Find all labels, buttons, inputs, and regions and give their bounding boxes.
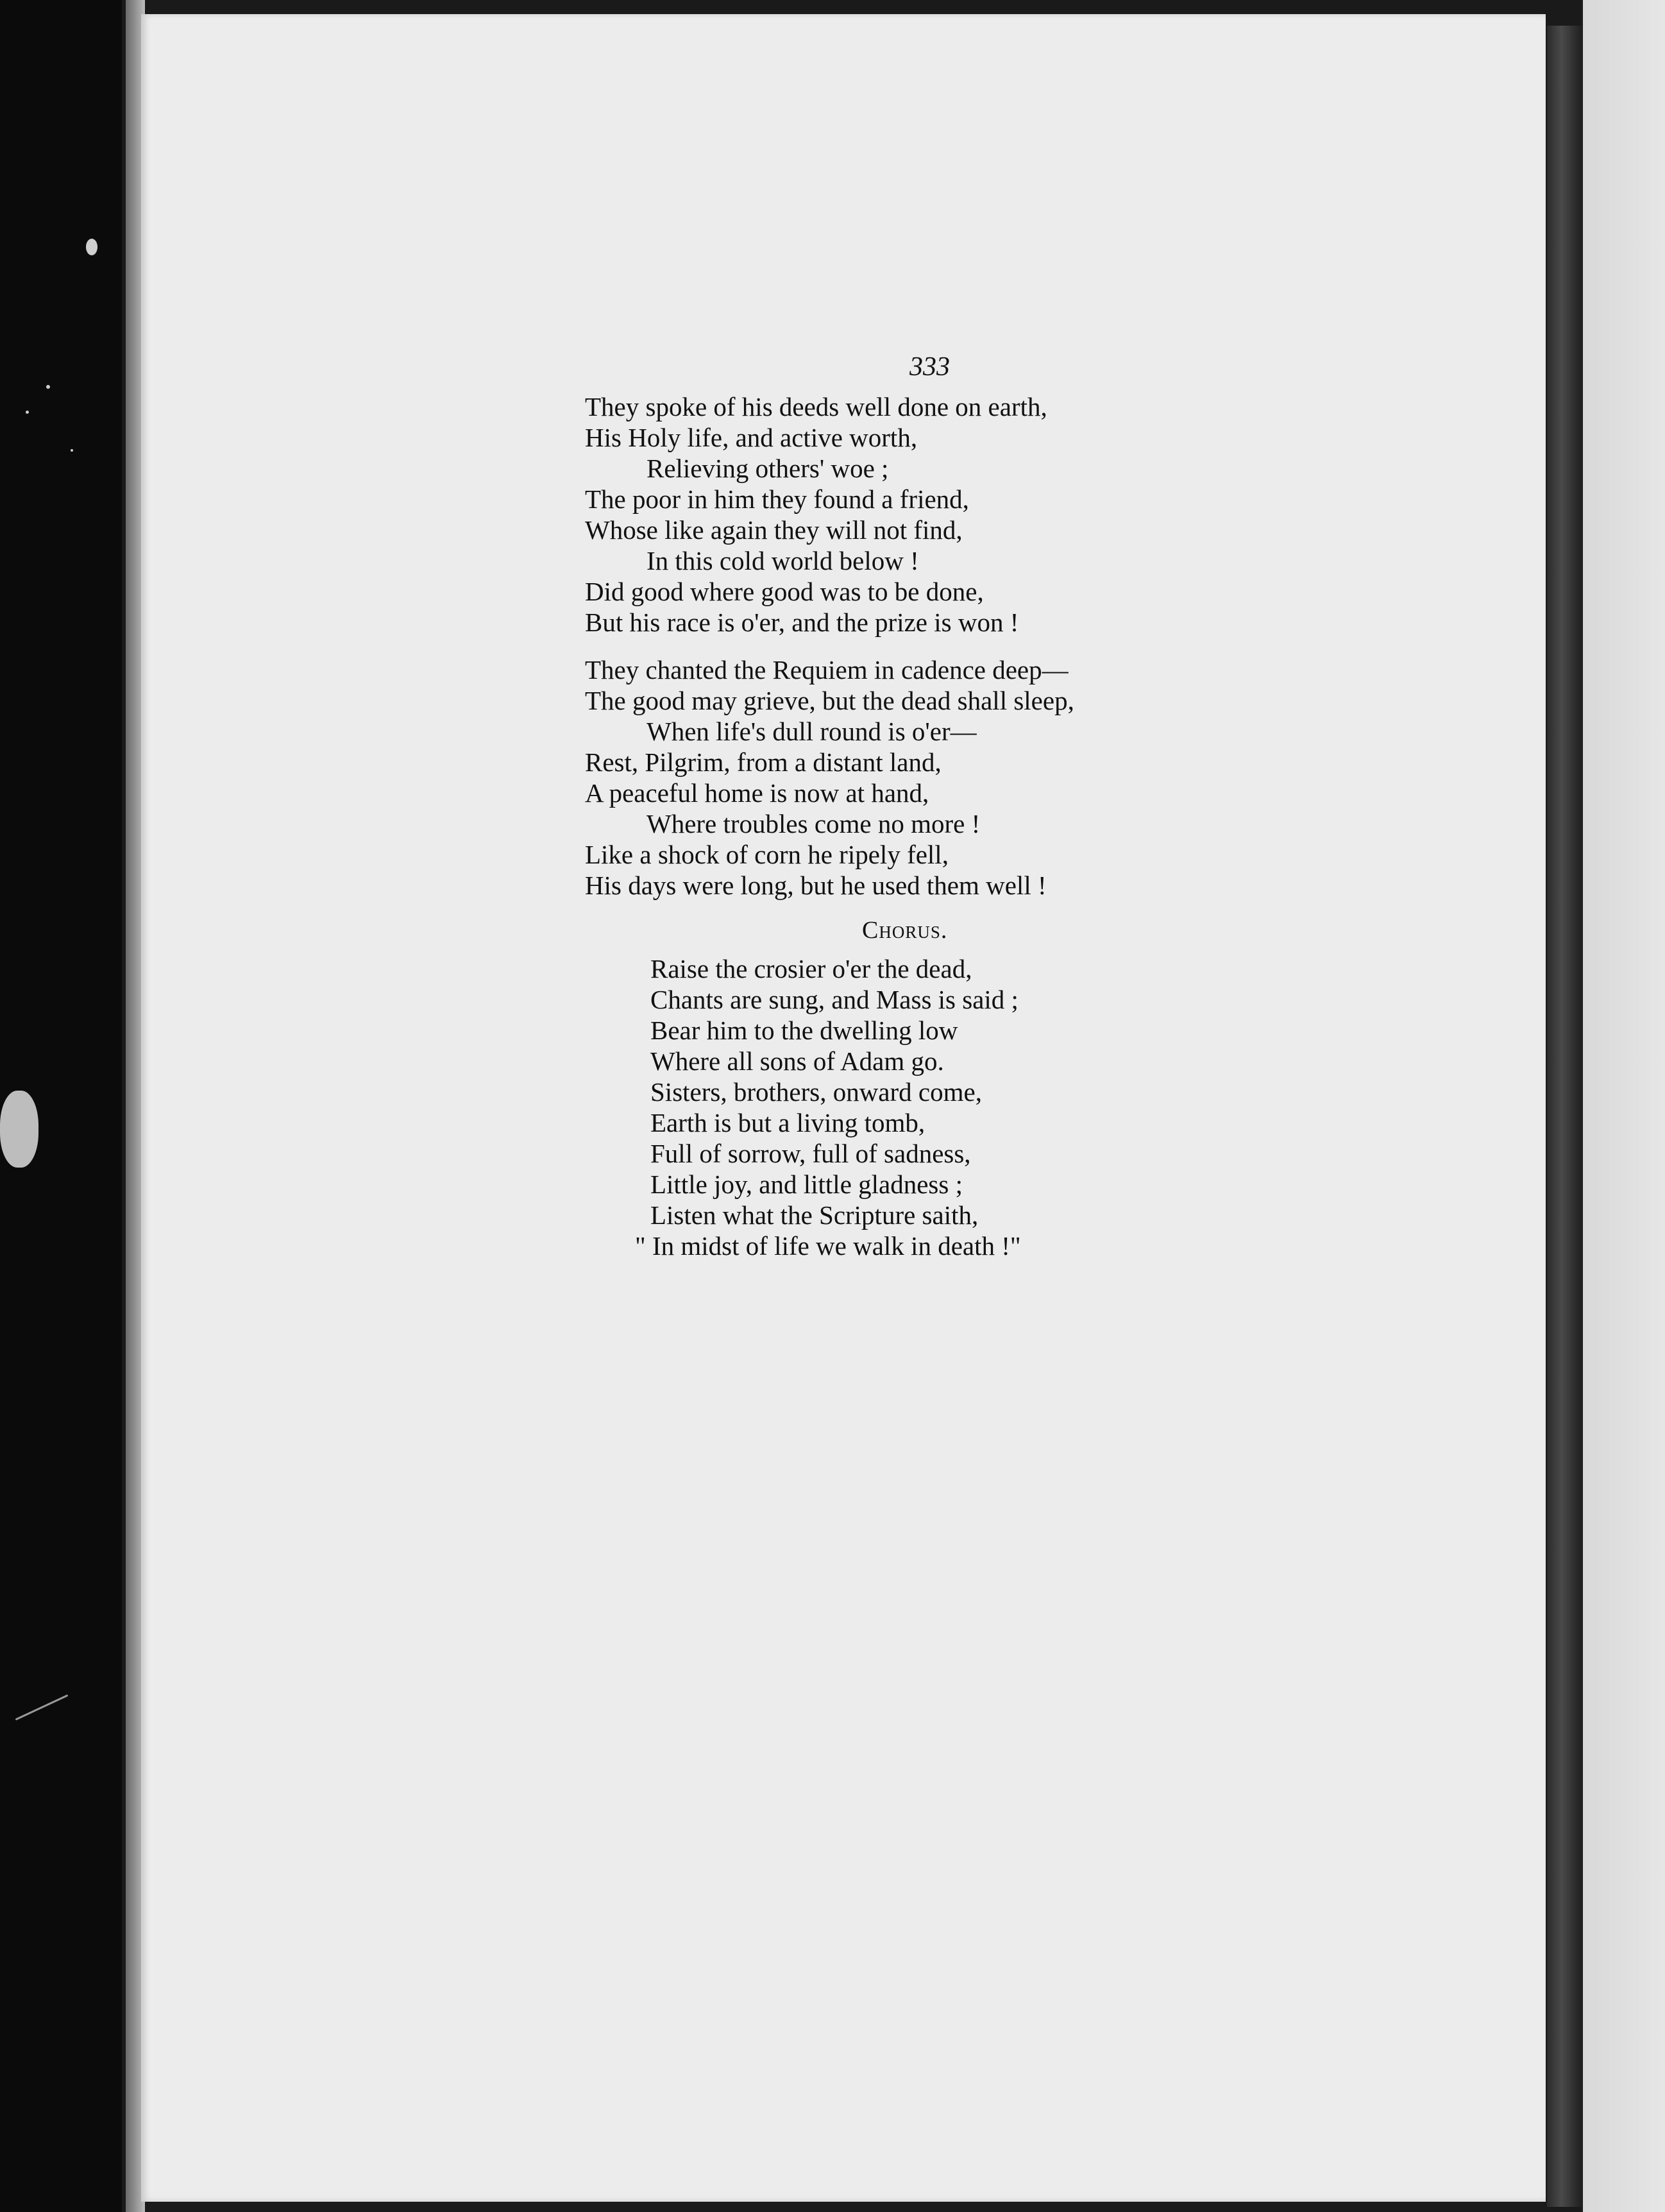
facing-page-edge bbox=[1583, 0, 1665, 2212]
verse-line: The good may grieve, but the dead shall sleep, bbox=[585, 686, 1074, 715]
dust-speck bbox=[15, 1694, 69, 1721]
stanza-2 bbox=[585, 654, 1074, 901]
verse-line: Like a shock of corn he ripely fell, bbox=[585, 840, 949, 869]
chorus-line: Little joy, and little gladness ; bbox=[650, 1170, 963, 1199]
verse-line: They spoke of his deeds well done on earth, bbox=[585, 392, 1047, 421]
chorus-line: Full of sorrow, full of sadness, bbox=[650, 1139, 971, 1168]
dust-speck bbox=[86, 239, 97, 255]
dust-speck bbox=[0, 1091, 38, 1168]
chorus-line: " In midst of life we walk in death !" bbox=[635, 1231, 1021, 1261]
chorus-line: Earth is but a living tomb, bbox=[650, 1108, 925, 1137]
verse-line: His days were long, but he used them well ! bbox=[585, 871, 1047, 900]
chorus-heading: Chorus. bbox=[862, 917, 948, 944]
chorus-line: Where all sons of Adam go. bbox=[650, 1046, 944, 1076]
verse-line: In this cold world below ! bbox=[647, 546, 919, 575]
page-number: 333 bbox=[909, 352, 950, 382]
verse-line: Did good where good was to be done, bbox=[585, 577, 984, 606]
verse-line: When life's dull round is o'er— bbox=[647, 717, 977, 746]
verse-line: A peaceful home is now at hand, bbox=[585, 778, 929, 808]
chorus-line: Listen what the Scripture saith, bbox=[650, 1200, 979, 1230]
chorus-line: Bear him to the dwelling low bbox=[650, 1016, 958, 1045]
verse-line: His Holy life, and active worth, bbox=[585, 423, 918, 452]
stanza-1 bbox=[585, 391, 1047, 638]
verse-line: Where troubles come no more ! bbox=[647, 809, 981, 838]
page-right-edge bbox=[1547, 26, 1583, 2207]
dust-speck bbox=[26, 411, 29, 414]
verse-line: Rest, Pilgrim, from a distant land, bbox=[585, 747, 942, 777]
verse-line: The poor in him they found a friend, bbox=[585, 484, 969, 514]
verse-line: But his race is o'er, and the prize is won ! bbox=[585, 608, 1019, 637]
dust-speck bbox=[71, 449, 73, 452]
chorus bbox=[635, 953, 1021, 1261]
verse-line: They chanted the Requiem in cadence deep— bbox=[585, 655, 1069, 685]
verse-line: Whose like again they will not find, bbox=[585, 515, 963, 545]
chorus-line: Raise the crosier o'er the dead, bbox=[650, 954, 972, 983]
verse-line: Relieving others' woe ; bbox=[647, 454, 889, 483]
chorus-line: Sisters, brothers, onward come, bbox=[650, 1077, 982, 1107]
chorus-line: Chants are sung, and Mass is said ; bbox=[650, 985, 1018, 1014]
dust-speck bbox=[46, 385, 50, 389]
